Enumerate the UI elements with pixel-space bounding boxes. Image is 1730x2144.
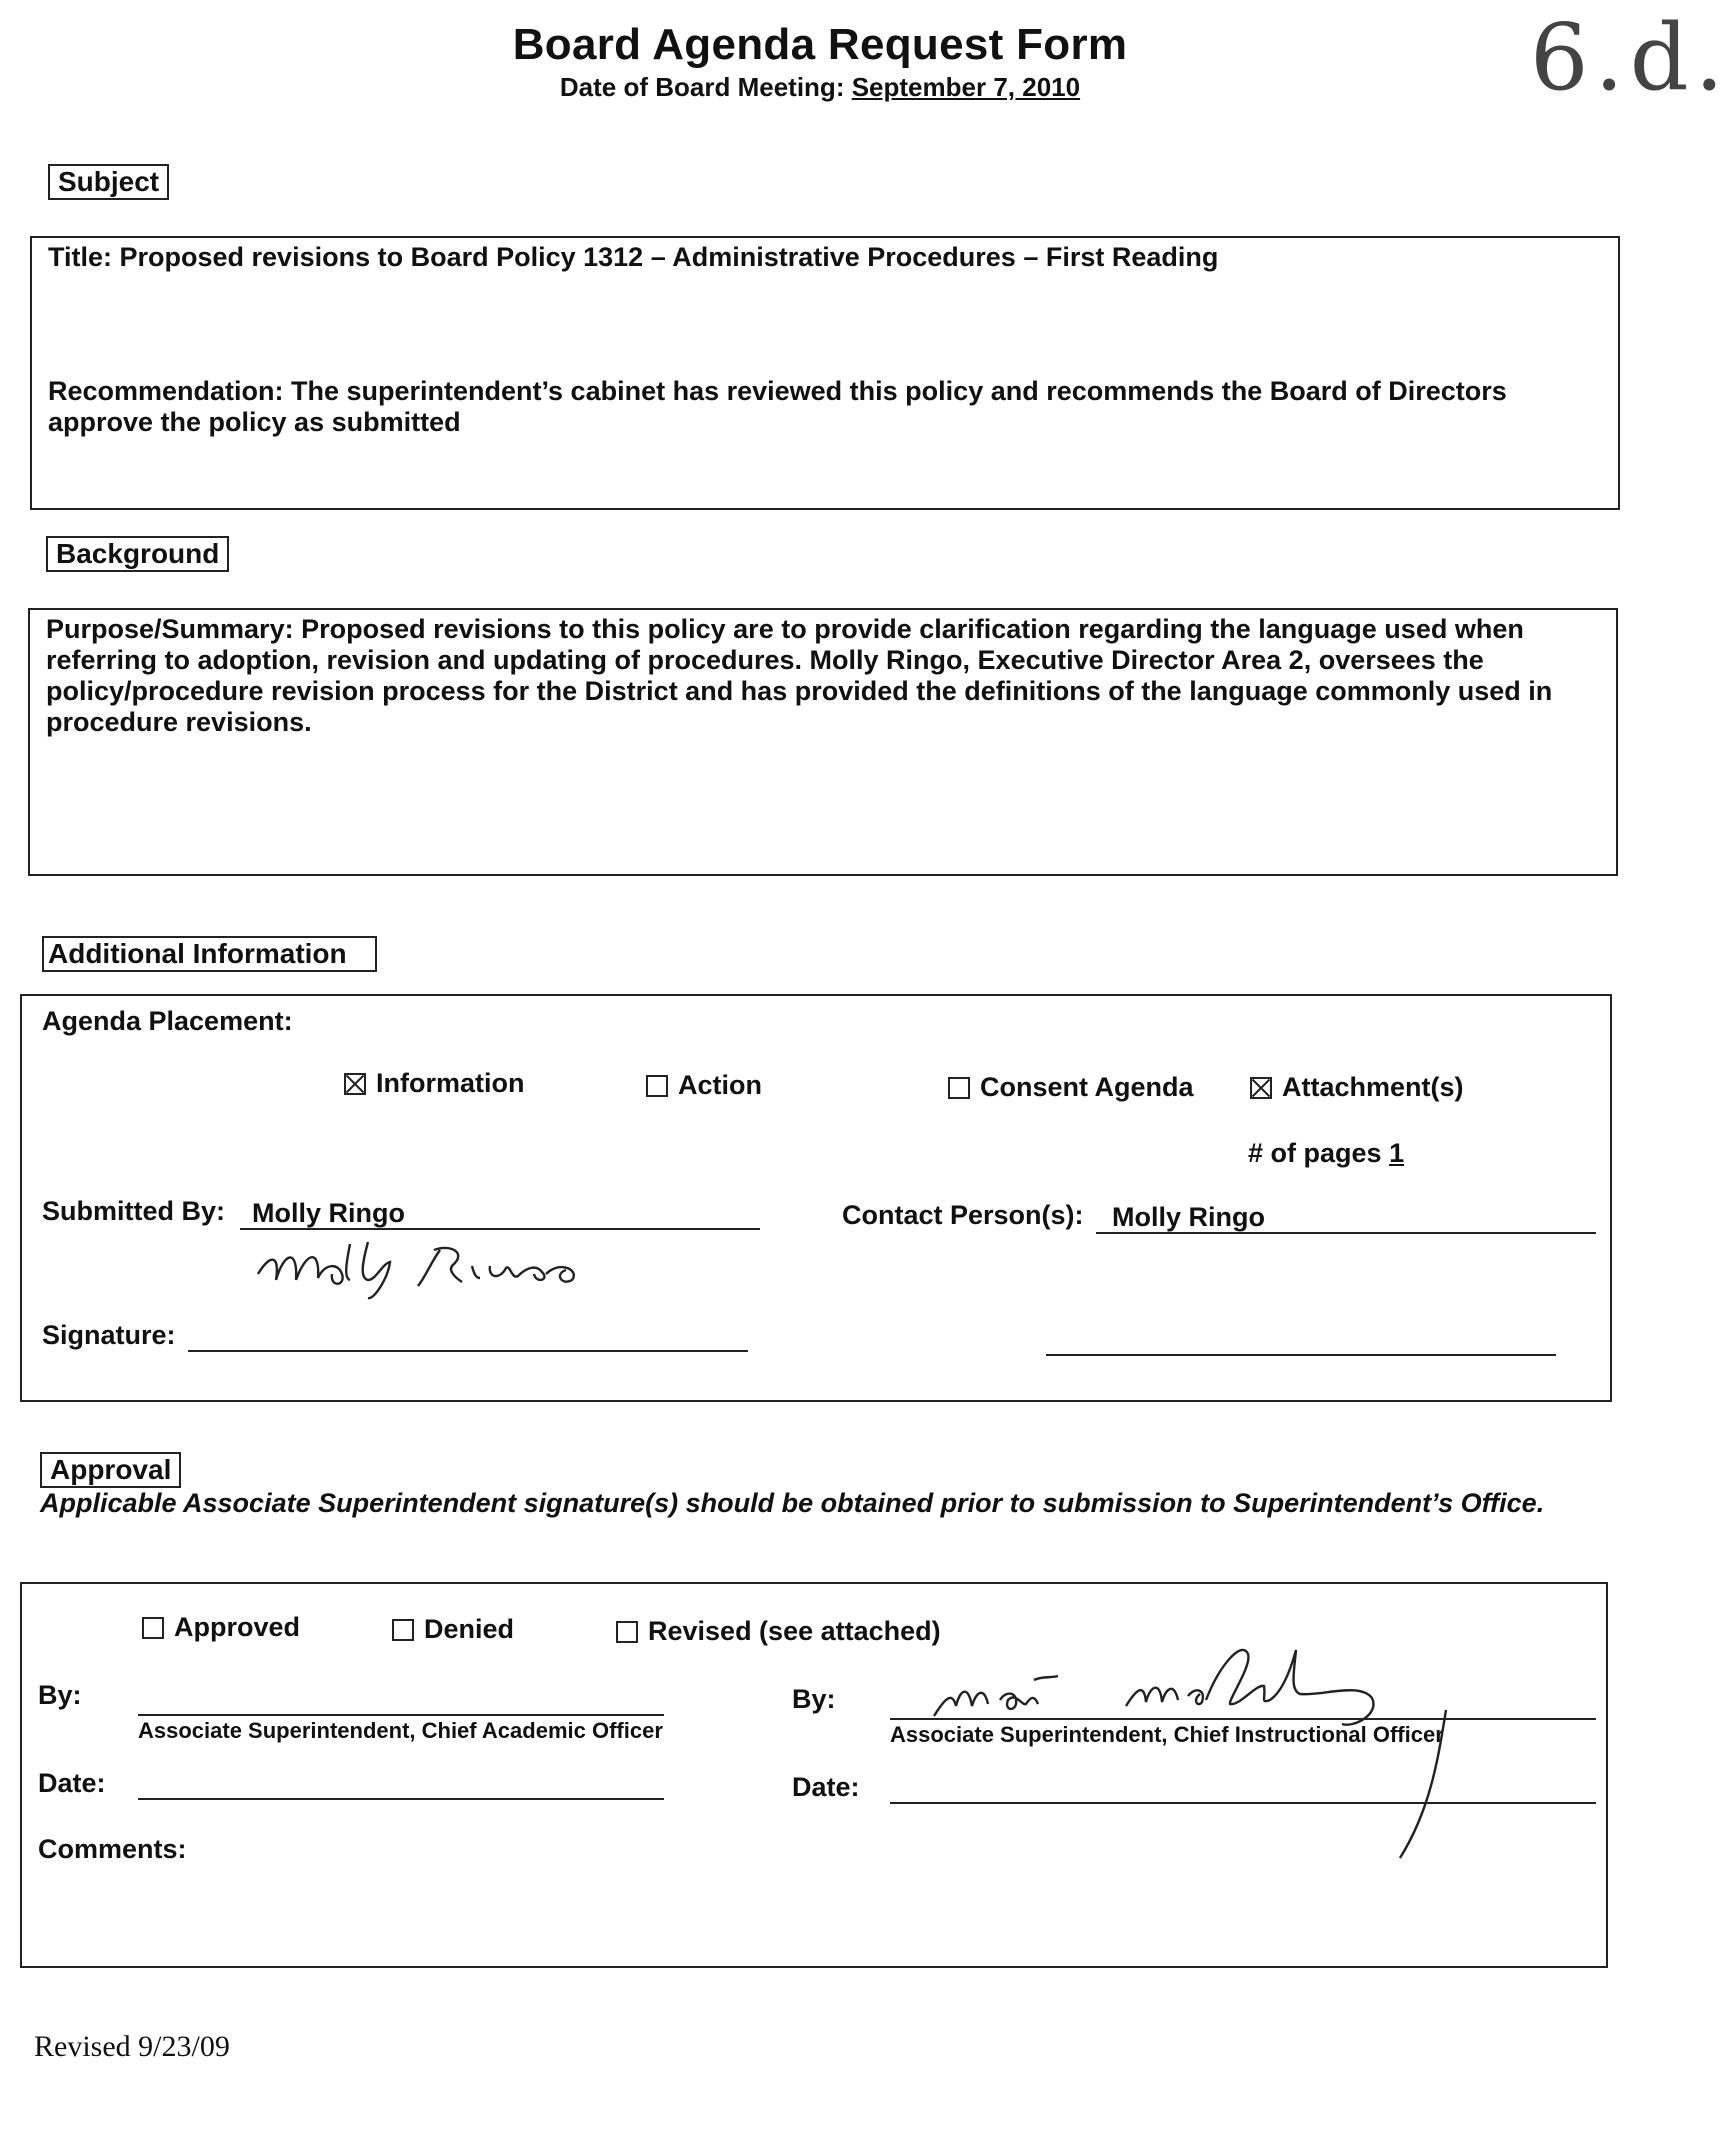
information-checkbox[interactable] xyxy=(344,1073,366,1095)
approver-signature-graphic xyxy=(930,1620,1450,1880)
submitter-signature-graphic xyxy=(250,1234,630,1304)
meeting-date-line xyxy=(0,72,1640,103)
left-by-label: By: xyxy=(38,1680,82,1710)
subject-box xyxy=(30,236,1620,510)
submitted-by-value: Molly Ringo xyxy=(252,1198,405,1228)
contact-person-value: Molly Ringo xyxy=(1112,1202,1265,1232)
signature-line[interactable] xyxy=(188,1350,748,1352)
option-information[interactable]: Information xyxy=(344,1068,525,1099)
comments-label: Comments: xyxy=(38,1834,187,1864)
contact-person-line xyxy=(1096,1232,1596,1234)
subject-section-label: Subject xyxy=(48,164,169,200)
consent-agenda-checkbox[interactable] xyxy=(948,1077,970,1099)
left-role-label: Associate Superintendent, Chief Academic Officer xyxy=(138,1718,663,1743)
option-attachments[interactable]: Attachment(s) xyxy=(1250,1072,1464,1103)
agenda-placement-label: Agenda Placement: xyxy=(42,1006,293,1036)
handwritten-item-number: 6.d. xyxy=(1530,4,1730,111)
meeting-date-label: Date of Board Meeting: xyxy=(559,72,845,102)
contact-signature-line[interactable] xyxy=(1046,1354,1556,1356)
submitted-by-line xyxy=(240,1228,760,1230)
right-role-label: Associate Superintendent, Chief Instructional Officer xyxy=(890,1722,1444,1747)
subject-title: Title: Proposed revisions to Board Policy 1312 – Administrative Procedures – First Reading xyxy=(48,242,1219,272)
form-title: Board Agenda Request Form xyxy=(512,20,1128,69)
left-date-line[interactable] xyxy=(138,1798,664,1800)
approval-section-label: Approval xyxy=(40,1452,181,1488)
option-consent-agenda[interactable]: Consent Agenda xyxy=(948,1072,1194,1103)
left-by-line[interactable] xyxy=(138,1714,664,1716)
background-box xyxy=(28,608,1618,876)
background-section-label: Background xyxy=(46,536,229,572)
revised-checkbox[interactable] xyxy=(616,1621,638,1643)
submitted-by-label: Submitted By: xyxy=(42,1196,226,1226)
approved-checkbox[interactable] xyxy=(142,1617,164,1639)
background-summary: Purpose/Summary: Proposed revisions to this policy are to provide clarification regarding the language used when referring to adoption, revision and updating of procedures. Molly Ringo, Executive Director Area 2, oversees the policy/procedure revision process for the District and has provided the definitions of the language commonly used in procedure revisions. xyxy=(46,614,1553,737)
action-checkbox[interactable] xyxy=(646,1075,668,1097)
option-action[interactable]: Action xyxy=(646,1070,762,1101)
contact-person-label: Contact Person(s): xyxy=(842,1200,1084,1230)
subject-recommendation: Recommendation: The superintendent’s cabinet has reviewed this policy and recommends the Board of Directors approve the policy as submitted xyxy=(48,376,1507,437)
option-denied[interactable]: Denied xyxy=(392,1614,514,1645)
right-by-label: By: xyxy=(792,1684,836,1714)
right-date-label: Date: xyxy=(792,1772,860,1802)
meeting-date-value: September 7, 2010 xyxy=(851,72,1081,102)
additional-section-label: Additional Information xyxy=(42,936,377,972)
pages-count: # of pages 1 xyxy=(1248,1138,1405,1168)
additional-box xyxy=(20,994,1612,1402)
approval-note: Applicable Associate Superintendent signature(s) should be obtained prior to submission to Superintendent’s Office. xyxy=(40,1488,1545,1518)
option-approved[interactable]: Approved xyxy=(142,1612,300,1643)
option-revised[interactable]: Revised (see attached) xyxy=(616,1616,941,1647)
left-date-label: Date: xyxy=(38,1768,106,1798)
denied-checkbox[interactable] xyxy=(392,1619,414,1641)
signature-label: Signature: xyxy=(42,1320,176,1350)
revision-note: Revised 9/23/09 xyxy=(34,2030,230,2063)
attachments-checkbox[interactable] xyxy=(1250,1077,1272,1099)
